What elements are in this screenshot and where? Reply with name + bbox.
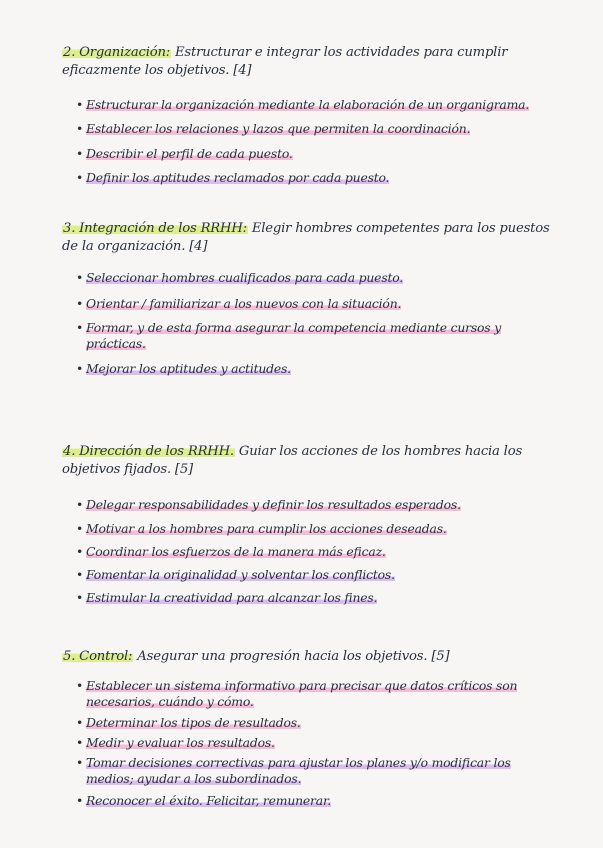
list-item-text: Establecer un sistema informativo para precisar que datos críticos son necesarios, cuándo y cómo. bbox=[86, 678, 518, 709]
list-item bbox=[76, 270, 556, 286]
list-item bbox=[76, 793, 556, 809]
section-label: 5. Control: bbox=[63, 649, 133, 664]
list-item bbox=[76, 544, 556, 560]
list-item-text: Establecer los relaciones y lazos que permiten la coordinación. bbox=[86, 121, 471, 136]
list-item bbox=[76, 590, 556, 606]
list-item bbox=[76, 521, 556, 537]
section-description: Elegir hombres competentes para los puestos de la organización. [4] bbox=[62, 221, 550, 254]
bullet-list bbox=[76, 270, 556, 377]
list-item bbox=[76, 497, 556, 513]
section-description: Asegurar una progresión hacia los objetivos. [5] bbox=[133, 649, 450, 664]
bullet-list bbox=[76, 97, 556, 186]
list-item-text: Tomar decisiones correctivas para ajustar los planes y/o modificar los medios; ayudar a los subordinados. bbox=[86, 755, 511, 786]
list-item bbox=[76, 678, 556, 710]
list-item bbox=[76, 715, 556, 731]
list-item-text: Definir los aptitudes reclamados por cada puesto. bbox=[86, 170, 390, 185]
list-item bbox=[76, 170, 556, 186]
list-item-text: Orientar / familiarizar a los nuevos con la situación. bbox=[86, 296, 402, 311]
list-item bbox=[76, 296, 556, 312]
list-item-text: Formar, y de esta forma asegurar la competencia mediante cursos y prácticas. bbox=[86, 320, 501, 351]
section-description: Guiar los acciones de los hombres hacia los objetivos fijados. [5] bbox=[62, 444, 523, 477]
list-item bbox=[76, 755, 556, 787]
section-heading bbox=[62, 648, 562, 666]
list-item-text: Coordinar los esfuerzos de la manera más eficaz. bbox=[86, 544, 386, 559]
list-item bbox=[76, 320, 556, 352]
list-item bbox=[76, 361, 556, 377]
list-item-text: Mejorar los aptitudes y actitudes. bbox=[86, 361, 291, 376]
list-item-text: Motivar a los hombres para cumplir los acciones deseadas. bbox=[86, 521, 447, 536]
list-item-text: Medir y evaluar los resultados. bbox=[86, 735, 275, 750]
section-heading bbox=[62, 220, 562, 256]
section-heading bbox=[62, 443, 562, 479]
list-item-text: Delegar responsabilidades y definir los resultados esperados. bbox=[86, 497, 461, 512]
list-item bbox=[76, 146, 556, 162]
list-item-text: Describir el perfil de cada puesto. bbox=[86, 146, 293, 161]
list-item-text: Determinar los tipos de resultados. bbox=[86, 715, 301, 730]
bullet-list bbox=[76, 497, 556, 606]
list-item-text: Reconocer el éxito. Felicitar, remunerar. bbox=[86, 793, 332, 808]
section-label: 3. Integración de los RRHH: bbox=[63, 221, 247, 236]
list-item bbox=[76, 567, 556, 583]
list-item bbox=[76, 97, 556, 113]
list-item-text: Seleccionar hombres cualificados para cada puesto. bbox=[86, 270, 404, 285]
list-item bbox=[76, 121, 556, 137]
section-label: 2. Organización: bbox=[63, 45, 170, 60]
list-item-text: Estructurar la organización mediante la elaboración de un organigrama. bbox=[86, 97, 530, 112]
list-item bbox=[76, 735, 556, 751]
list-item-text: Estimular la creatividad para alcanzar los fines. bbox=[86, 590, 378, 605]
section-heading bbox=[62, 44, 562, 80]
bullet-list bbox=[76, 678, 556, 809]
list-item-text: Fomentar la originalidad y solventar los conflictos. bbox=[86, 567, 395, 582]
section-label: 4. Dirección de los RRHH. bbox=[63, 444, 234, 459]
section-description: Estructurar e integrar los actividades para cumplir eficazmente los objetivos. [4] bbox=[62, 45, 508, 78]
